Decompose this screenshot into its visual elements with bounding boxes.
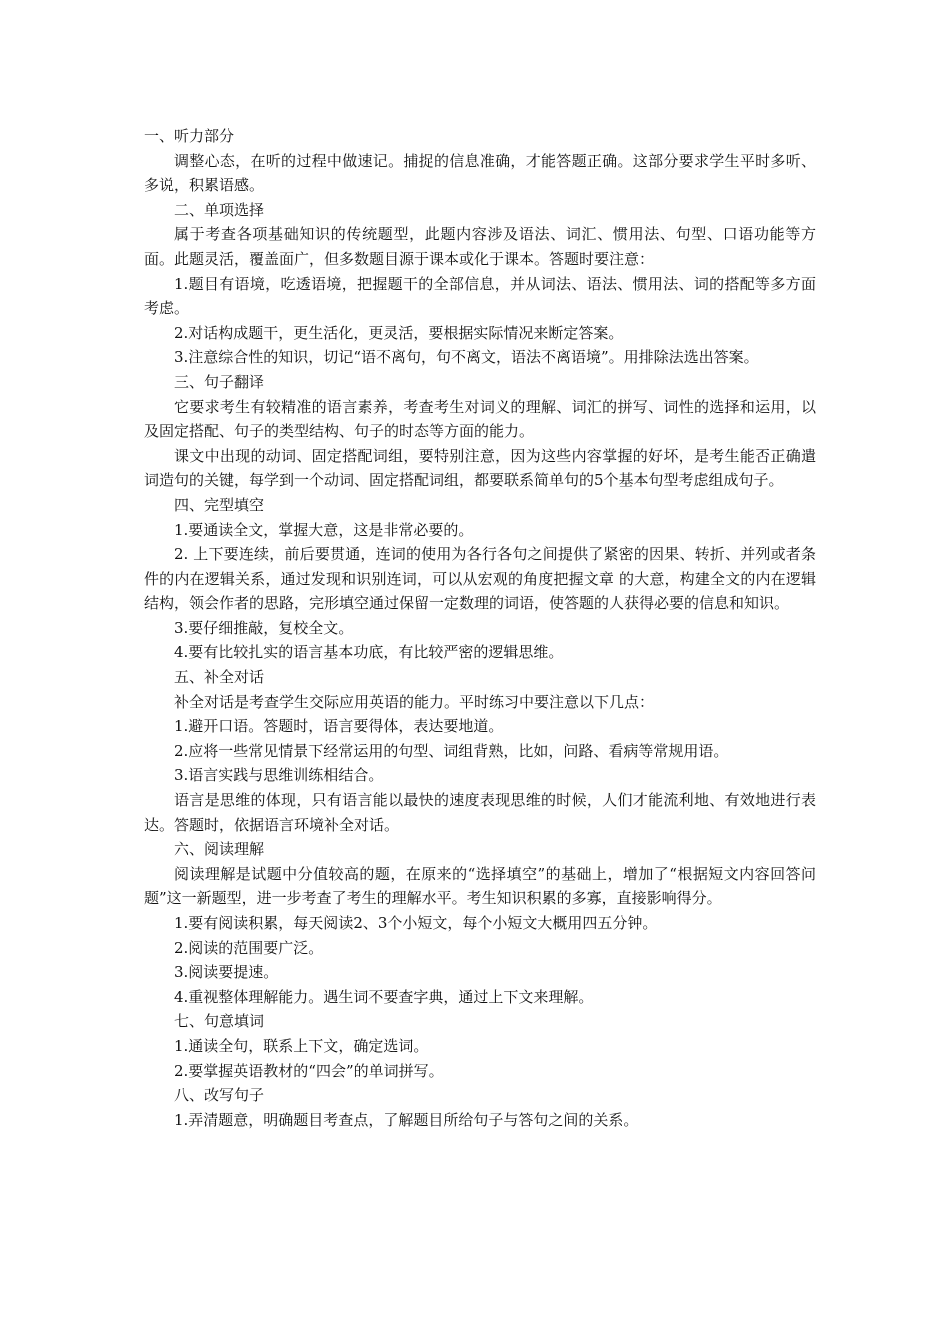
heading-reading-comprehension: 六、阅读理解 xyxy=(174,840,265,859)
document-body xyxy=(144,124,816,1132)
list-item: 1.要有阅读积累，每天阅读2、3个小短文，每个小短文大概用四五分钟。 xyxy=(174,914,658,932)
list-item: 3.要仔细推敲，复校全文。 xyxy=(174,618,354,637)
list-item: 4.重视整体理解能力。遇生词不要查字典，通过上下文来理解。 xyxy=(174,987,594,1006)
list-item: 2.对话构成题干，更生活化，更灵活，要根据实际情况来断定答案。 xyxy=(174,323,624,342)
list-item: 2.阅读的范围要广泛。 xyxy=(174,938,324,957)
list-item: 2.应将一些常见情景下经常运用的句型、词组背熟，比如，问路、看病等常规用语。 xyxy=(174,741,729,760)
paragraph: 调整心态，在听的过程中做速记。捕捉的信息准确，才能答题正确。这部分要求学生平时多听、多说，积累语感。 xyxy=(144,151,816,195)
list-item: 2.要掌握英语教材的“四会”的单词拼写。 xyxy=(174,1061,444,1080)
heading-word-filling: 七、句意填词 xyxy=(174,1012,265,1031)
heading-single-choice: 二、单项选择 xyxy=(174,200,265,219)
heading-dialogue-completion: 五、补全对话 xyxy=(174,668,265,687)
list-item: 1.避开口语。答题时，语言要得体，表达要地道。 xyxy=(174,717,504,736)
list-item: 3.语言实践与思维训练相结合。 xyxy=(174,766,384,785)
paragraph: 它要求考生有较精准的语言素养，考查考生对词义的理解、词汇的拼写、词性的选择和运用，以及固定搭配、句子的类型结构、句子的时态等方面的能力。 xyxy=(144,397,816,441)
list-item: 3.阅读要提速。 xyxy=(174,963,279,982)
heading-listening: 一、听力部分 xyxy=(144,127,235,145)
heading-sentence-rewriting: 八、改写句子 xyxy=(174,1086,265,1105)
paragraph: 属于考查各项基础知识的传统题型，此题内容涉及语法、词汇、惯用法、句型、口语功能等方面。此题灵活，覆盖面广，但多数题目源于课本或化于课本。答题时要注意： xyxy=(144,225,816,268)
list-item: 2. 上下要连续，前后要贯通，连词的使用为各行各句之间提供了紧密的因果、转折、并列或者条件的内在逻辑关系，通过发现和识别连词，可以从宏观的角度把握文章 的大意，构建全文的内在逻辑结构，领会作者的思路，完形填空通过保留一定数理的词语，使答题的人获得必要的信息和知识。 xyxy=(144,545,816,613)
list-item: 4.要有比较扎实的语言基本功底，有比较严密的逻辑思维。 xyxy=(174,643,564,662)
paragraph: 语言是思维的体现，只有语言能以最快的速度表现思维的时候，人们才能流利地、有效地进行表达。答题时，依据语言环境补全对话。 xyxy=(144,791,816,834)
heading-sentence-translation: 三、句子翻译 xyxy=(174,372,265,391)
list-item: 1.要通读全文，掌握大意，这是非常必要的。 xyxy=(174,520,474,539)
heading-cloze: 四、完型填空 xyxy=(174,495,265,514)
paragraph: 补全对话是考查学生交际应用英语的能力。平时练习中要注意以下几点： xyxy=(174,692,655,711)
list-item: 3.注意综合性的知识，切记“语不离句，句不离文，语法不离语境”。用排除法选出答案。 xyxy=(174,348,759,367)
list-item: 1.弄清题意，明确题目考查点，了解题目所给句子与答句之间的关系。 xyxy=(174,1110,639,1129)
paragraph: 阅读理解是试题中分值较高的题，在原来的“选择填空”的基础上，增加了“根据短文内容回答问题”这一新题型，进一步考查了考生的理解水平。考生知识积累的多寡，直接影响得分。 xyxy=(144,864,816,908)
list-item: 1.通读全句，联系上下文，确定选词。 xyxy=(174,1036,429,1055)
list-item: 1.题目有语境，吃透语境，把握题干的全部信息，并从词法、语法、惯用法、词的搭配等多方面考虑。 xyxy=(144,274,816,318)
paragraph: 课文中出现的动词、固定搭配词组，要特别注意，因为这些内容掌握的好坏，是考生能否正确遣词造句的关键，每学到一个动词、固定搭配词组，都要联系简单句的5个基本句型考虑组成句子。 xyxy=(144,446,816,490)
